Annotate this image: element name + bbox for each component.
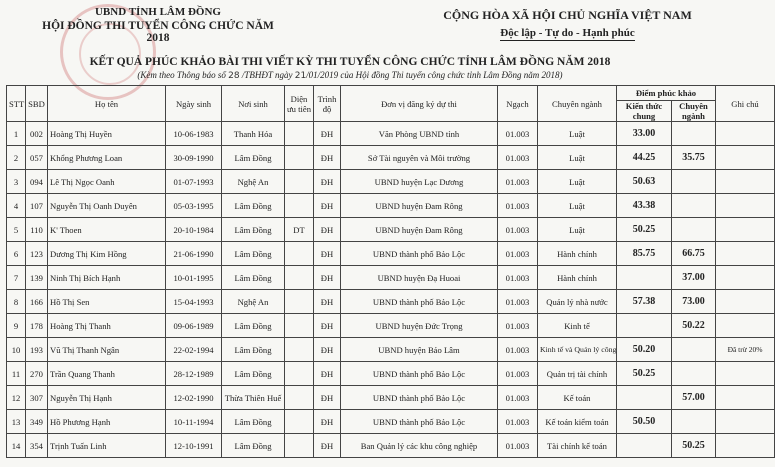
cell-unit: UBND huyện Đức Trọng xyxy=(341,314,498,338)
cell-rank: 01.003 xyxy=(498,290,538,314)
cell-name: Hồ Thị Sen xyxy=(48,290,166,314)
cell-level: ĐH xyxy=(314,266,341,290)
cell-specialty-score xyxy=(672,170,716,194)
cell-unit: UBND thành phố Bảo Lộc xyxy=(341,386,498,410)
cell-stt: 5 xyxy=(7,218,26,242)
cell-level: ĐH xyxy=(314,410,341,434)
cell-dob: 10-11-1994 xyxy=(166,410,222,434)
cell-rank: 01.003 xyxy=(498,194,538,218)
col-general-knowledge: Kiến thức chung xyxy=(617,101,672,122)
cell-unit: UBND thành phố Bảo Lộc xyxy=(341,362,498,386)
cell-major: Quản trị tài chính xyxy=(538,362,617,386)
cell-stt: 8 xyxy=(7,290,26,314)
col-level: Trình độ xyxy=(314,86,341,122)
cell-note xyxy=(716,146,775,170)
cell-note xyxy=(716,314,775,338)
col-note: Ghi chú xyxy=(716,86,775,122)
cell-priority xyxy=(285,170,314,194)
cell-major: Kinh tế xyxy=(538,314,617,338)
cell-pob: Thanh Hóa xyxy=(222,122,285,146)
cell-name: Vũ Thị Thanh Ngân xyxy=(48,338,166,362)
cell-level: ĐH xyxy=(314,434,341,458)
cell-stt: 10 xyxy=(7,338,26,362)
national-header xyxy=(435,8,700,41)
cell-specialty-score: 66.75 xyxy=(672,242,716,266)
cell-unit: UBND thành phố Bảo Lộc xyxy=(341,242,498,266)
cell-rank: 01.003 xyxy=(498,122,538,146)
cell-sbd: 057 xyxy=(26,146,48,170)
cell-pob: Lâm Đồng xyxy=(222,338,285,362)
cell-specialty-score: 37.00 xyxy=(672,266,716,290)
subtitle-part2: /TBHĐT ngày xyxy=(239,70,295,80)
cell-dob: 10-01-1995 xyxy=(166,266,222,290)
cell-name: Nguyễn Thị Hạnh xyxy=(48,386,166,410)
cell-level: ĐH xyxy=(314,194,341,218)
cell-unit: UBND huyện Lạc Dương xyxy=(341,170,498,194)
cell-rank: 01.003 xyxy=(498,146,538,170)
cell-general-score: 85.75 xyxy=(617,242,672,266)
cell-pob: Lâm Đồng xyxy=(222,434,285,458)
cell-pob: Lâm Đồng xyxy=(222,410,285,434)
table-row xyxy=(7,314,775,338)
cell-pob: Nghệ An xyxy=(222,170,285,194)
cell-dob: 10-06-1983 xyxy=(166,122,222,146)
cell-specialty-score xyxy=(672,410,716,434)
results-body xyxy=(7,122,775,458)
cell-specialty-score xyxy=(672,194,716,218)
cell-name: Ninh Thị Bích Hạnh xyxy=(48,266,166,290)
table-row xyxy=(7,266,775,290)
cell-unit: UBND huyện Bảo Lâm xyxy=(341,338,498,362)
cell-specialty-score xyxy=(672,122,716,146)
cell-stt: 9 xyxy=(7,314,26,338)
cell-general-score: 50.20 xyxy=(617,338,672,362)
cell-dob: 22-02-1994 xyxy=(166,338,222,362)
issuing-authority xyxy=(38,6,278,44)
cell-specialty-score xyxy=(672,338,716,362)
cell-general-score: 33.00 xyxy=(617,122,672,146)
cell-note: Đã trừ 20% xyxy=(716,338,775,362)
cell-stt: 14 xyxy=(7,434,26,458)
cell-general-score: 50.25 xyxy=(617,362,672,386)
province-committee: UBND TỈNH LÂM ĐỒNG xyxy=(94,6,221,18)
cell-note xyxy=(716,170,775,194)
cell-specialty-score: 73.00 xyxy=(672,290,716,314)
col-name: Họ tên xyxy=(48,86,166,122)
cell-priority xyxy=(285,434,314,458)
cell-level: ĐH xyxy=(314,362,341,386)
cell-dob: 30-09-1990 xyxy=(166,146,222,170)
cell-major: Luật xyxy=(538,170,617,194)
cell-priority xyxy=(285,338,314,362)
col-stt: STT xyxy=(7,86,26,122)
cell-priority xyxy=(285,194,314,218)
col-priority: Diện ưu tiên xyxy=(285,86,314,122)
cell-major: Luật xyxy=(538,122,617,146)
table-row xyxy=(7,290,775,314)
cell-stt: 7 xyxy=(7,266,26,290)
cell-note xyxy=(716,434,775,458)
cell-dob: 20-10-1984 xyxy=(166,218,222,242)
cell-general-score xyxy=(617,314,672,338)
cell-priority xyxy=(285,146,314,170)
cell-sbd: 123 xyxy=(26,242,48,266)
exam-council: HỘI ĐỒNG THI TUYỂN CÔNG CHỨC NĂM 2018 xyxy=(42,20,274,44)
cell-name: Trần Quang Thanh xyxy=(48,362,166,386)
cell-note xyxy=(716,194,775,218)
cell-major: Hành chính xyxy=(538,242,617,266)
results-table xyxy=(6,85,775,458)
cell-stt: 12 xyxy=(7,386,26,410)
cell-specialty-score: 50.22 xyxy=(672,314,716,338)
cell-sbd: 178 xyxy=(26,314,48,338)
cell-unit: Ban Quản lý các khu công nghiệp xyxy=(341,434,498,458)
cell-general-score: 50.63 xyxy=(617,170,672,194)
cell-unit: UBND huyện Đam Rông xyxy=(341,218,498,242)
cell-note xyxy=(716,290,775,314)
document-subtitle xyxy=(0,70,700,81)
national-motto: Độc lập - Tự do - Hạnh phúc xyxy=(500,27,635,39)
cell-sbd: 139 xyxy=(26,266,48,290)
cell-general-score: 50.25 xyxy=(617,218,672,242)
cell-specialty-score: 57.00 xyxy=(672,386,716,410)
cell-pob: Lâm Đồng xyxy=(222,242,285,266)
cell-pob: Lâm Đồng xyxy=(222,266,285,290)
cell-name: Hoàng Thị Thanh xyxy=(48,314,166,338)
cell-rank: 01.003 xyxy=(498,338,538,362)
cell-stt: 3 xyxy=(7,170,26,194)
table-row xyxy=(7,338,775,362)
cell-major: Quản lý nhà nước xyxy=(538,290,617,314)
cell-dob: 12-02-1990 xyxy=(166,386,222,410)
cell-name: Hoàng Thị Huyền xyxy=(48,122,166,146)
cell-level: ĐH xyxy=(314,314,341,338)
cell-general-score: 43.38 xyxy=(617,194,672,218)
nation-name: CỘNG HÒA XÃ HỘI CHỦ NGHĨA VIỆT NAM xyxy=(443,8,692,22)
cell-stt: 2 xyxy=(7,146,26,170)
cell-note xyxy=(716,122,775,146)
cell-major: Luật xyxy=(538,194,617,218)
cell-pob: Nghệ An xyxy=(222,290,285,314)
cell-stt: 1 xyxy=(7,122,26,146)
cell-rank: 01.003 xyxy=(498,410,538,434)
col-dob: Ngày sinh xyxy=(166,86,222,122)
col-major: Chuyên ngành xyxy=(538,86,617,122)
cell-dob: 15-04-1993 xyxy=(166,290,222,314)
cell-dob: 12-10-1991 xyxy=(166,434,222,458)
table-row xyxy=(7,170,775,194)
cell-priority: DT xyxy=(285,218,314,242)
cell-sbd: 307 xyxy=(26,386,48,410)
cell-note xyxy=(716,386,775,410)
table-row xyxy=(7,434,775,458)
cell-note xyxy=(716,410,775,434)
cell-sbd: 193 xyxy=(26,338,48,362)
cell-major: Kế toán xyxy=(538,386,617,410)
table-row xyxy=(7,122,775,146)
cell-pob: Lâm Đồng xyxy=(222,362,285,386)
cell-stt: 4 xyxy=(7,194,26,218)
cell-note xyxy=(716,266,775,290)
cell-specialty-score xyxy=(672,218,716,242)
cell-rank: 01.003 xyxy=(498,266,538,290)
cell-name: Dương Thị Kim Hồng xyxy=(48,242,166,266)
cell-sbd: 094 xyxy=(26,170,48,194)
cell-major: Tài chính kế toán xyxy=(538,434,617,458)
cell-dob: 09-06-1989 xyxy=(166,314,222,338)
cell-sbd: 107 xyxy=(26,194,48,218)
cell-specialty-score: 50.25 xyxy=(672,434,716,458)
cell-priority xyxy=(285,386,314,410)
cell-specialty-score: 35.75 xyxy=(672,146,716,170)
cell-level: ĐH xyxy=(314,170,341,194)
col-specialty: Chuyên ngành xyxy=(672,101,716,122)
cell-major: Hành chính xyxy=(538,266,617,290)
cell-unit: UBND thành phố Bảo Lộc xyxy=(341,290,498,314)
cell-dob: 05-03-1995 xyxy=(166,194,222,218)
cell-pob: Lâm Đồng xyxy=(222,218,285,242)
col-pob: Nơi sinh xyxy=(222,86,285,122)
cell-sbd: 354 xyxy=(26,434,48,458)
cell-note xyxy=(716,362,775,386)
cell-name: Khổng Phương Loan xyxy=(48,146,166,170)
cell-sbd: 166 xyxy=(26,290,48,314)
document-title: KẾT QUẢ PHÚC KHẢO BÀI THI VIẾT KỲ THI TUYỂN CÔNG CHỨC TỈNH LÂM ĐỒNG NĂM 2018 xyxy=(89,56,611,68)
cell-level: ĐH xyxy=(314,122,341,146)
cell-note xyxy=(716,242,775,266)
cell-rank: 01.003 xyxy=(498,386,538,410)
cell-rank: 01.003 xyxy=(498,434,538,458)
cell-note xyxy=(716,218,775,242)
col-rank: Ngạch xyxy=(498,86,538,122)
cell-level: ĐH xyxy=(314,338,341,362)
cell-dob: 21-06-1990 xyxy=(166,242,222,266)
cell-rank: 01.003 xyxy=(498,170,538,194)
cell-level: ĐH xyxy=(314,242,341,266)
cell-priority xyxy=(285,242,314,266)
cell-sbd: 002 xyxy=(26,122,48,146)
notice-number: 28 xyxy=(228,71,240,81)
cell-priority xyxy=(285,266,314,290)
cell-name: Trịnh Tuấn Linh xyxy=(48,434,166,458)
cell-unit: Sở Tài nguyên và Môi trường xyxy=(341,146,498,170)
subtitle-part1: (Kèm theo Thông báo số xyxy=(137,70,229,80)
cell-rank: 01.003 xyxy=(498,314,538,338)
cell-level: ĐH xyxy=(314,218,341,242)
cell-name: Lê Thị Ngọc Oanh xyxy=(48,170,166,194)
table-row xyxy=(7,194,775,218)
cell-unit: UBND huyện Đam Rông xyxy=(341,194,498,218)
col-sbd: SBD xyxy=(26,86,48,122)
cell-stt: 13 xyxy=(7,410,26,434)
cell-level: ĐH xyxy=(314,146,341,170)
cell-pob: Lâm Đồng xyxy=(222,194,285,218)
cell-major: Luật xyxy=(538,218,617,242)
cell-dob: 01-07-1993 xyxy=(166,170,222,194)
table-row xyxy=(7,410,775,434)
table-row xyxy=(7,386,775,410)
cell-level: ĐH xyxy=(314,386,341,410)
cell-unit: UBND huyện Đạ Huoai xyxy=(341,266,498,290)
cell-general-score xyxy=(617,434,672,458)
cell-specialty-score xyxy=(672,362,716,386)
cell-general-score xyxy=(617,266,672,290)
cell-rank: 01.003 xyxy=(498,242,538,266)
cell-unit: UBND thành phố Bảo Lộc xyxy=(341,410,498,434)
cell-priority xyxy=(285,410,314,434)
cell-general-score: 50.50 xyxy=(617,410,672,434)
subtitle-part3: /01/2019 của Hội đồng Thi tuyển công chức tỉnh Lâm Đồng năm 2018) xyxy=(306,70,563,80)
cell-priority xyxy=(285,362,314,386)
cell-general-score xyxy=(617,386,672,410)
cell-pob: Lâm Đồng xyxy=(222,314,285,338)
col-unit: Đơn vị đăng ký dự thi xyxy=(341,86,498,122)
cell-major: Kế toán kiểm toán xyxy=(538,410,617,434)
cell-name: K' Thoen xyxy=(48,218,166,242)
cell-priority xyxy=(285,314,314,338)
cell-pob: Thừa Thiên Huế xyxy=(222,386,285,410)
cell-general-score: 57.38 xyxy=(617,290,672,314)
table-row xyxy=(7,146,775,170)
cell-priority xyxy=(285,290,314,314)
cell-dob: 28-12-1989 xyxy=(166,362,222,386)
cell-priority xyxy=(285,122,314,146)
cell-rank: 01.003 xyxy=(498,218,538,242)
cell-pob: Lâm Đồng xyxy=(222,146,285,170)
cell-major: Luật xyxy=(538,146,617,170)
cell-name: Nguyễn Thị Oanh Duyên xyxy=(48,194,166,218)
cell-level: ĐH xyxy=(314,290,341,314)
cell-unit: Văn Phòng UBND tỉnh xyxy=(341,122,498,146)
cell-stt: 11 xyxy=(7,362,26,386)
cell-major: Kinh tế và Quản lý công xyxy=(538,338,617,362)
cell-rank: 01.003 xyxy=(498,362,538,386)
cell-sbd: 349 xyxy=(26,410,48,434)
table-row xyxy=(7,362,775,386)
table-row xyxy=(7,218,775,242)
cell-general-score: 44.25 xyxy=(617,146,672,170)
cell-name: Hồ Phương Hạnh xyxy=(48,410,166,434)
table-row xyxy=(7,242,775,266)
cell-sbd: 110 xyxy=(26,218,48,242)
cell-sbd: 270 xyxy=(26,362,48,386)
notice-day: 21 xyxy=(294,71,307,81)
cell-stt: 6 xyxy=(7,242,26,266)
col-review-group: Điểm phúc khảo xyxy=(617,86,716,101)
